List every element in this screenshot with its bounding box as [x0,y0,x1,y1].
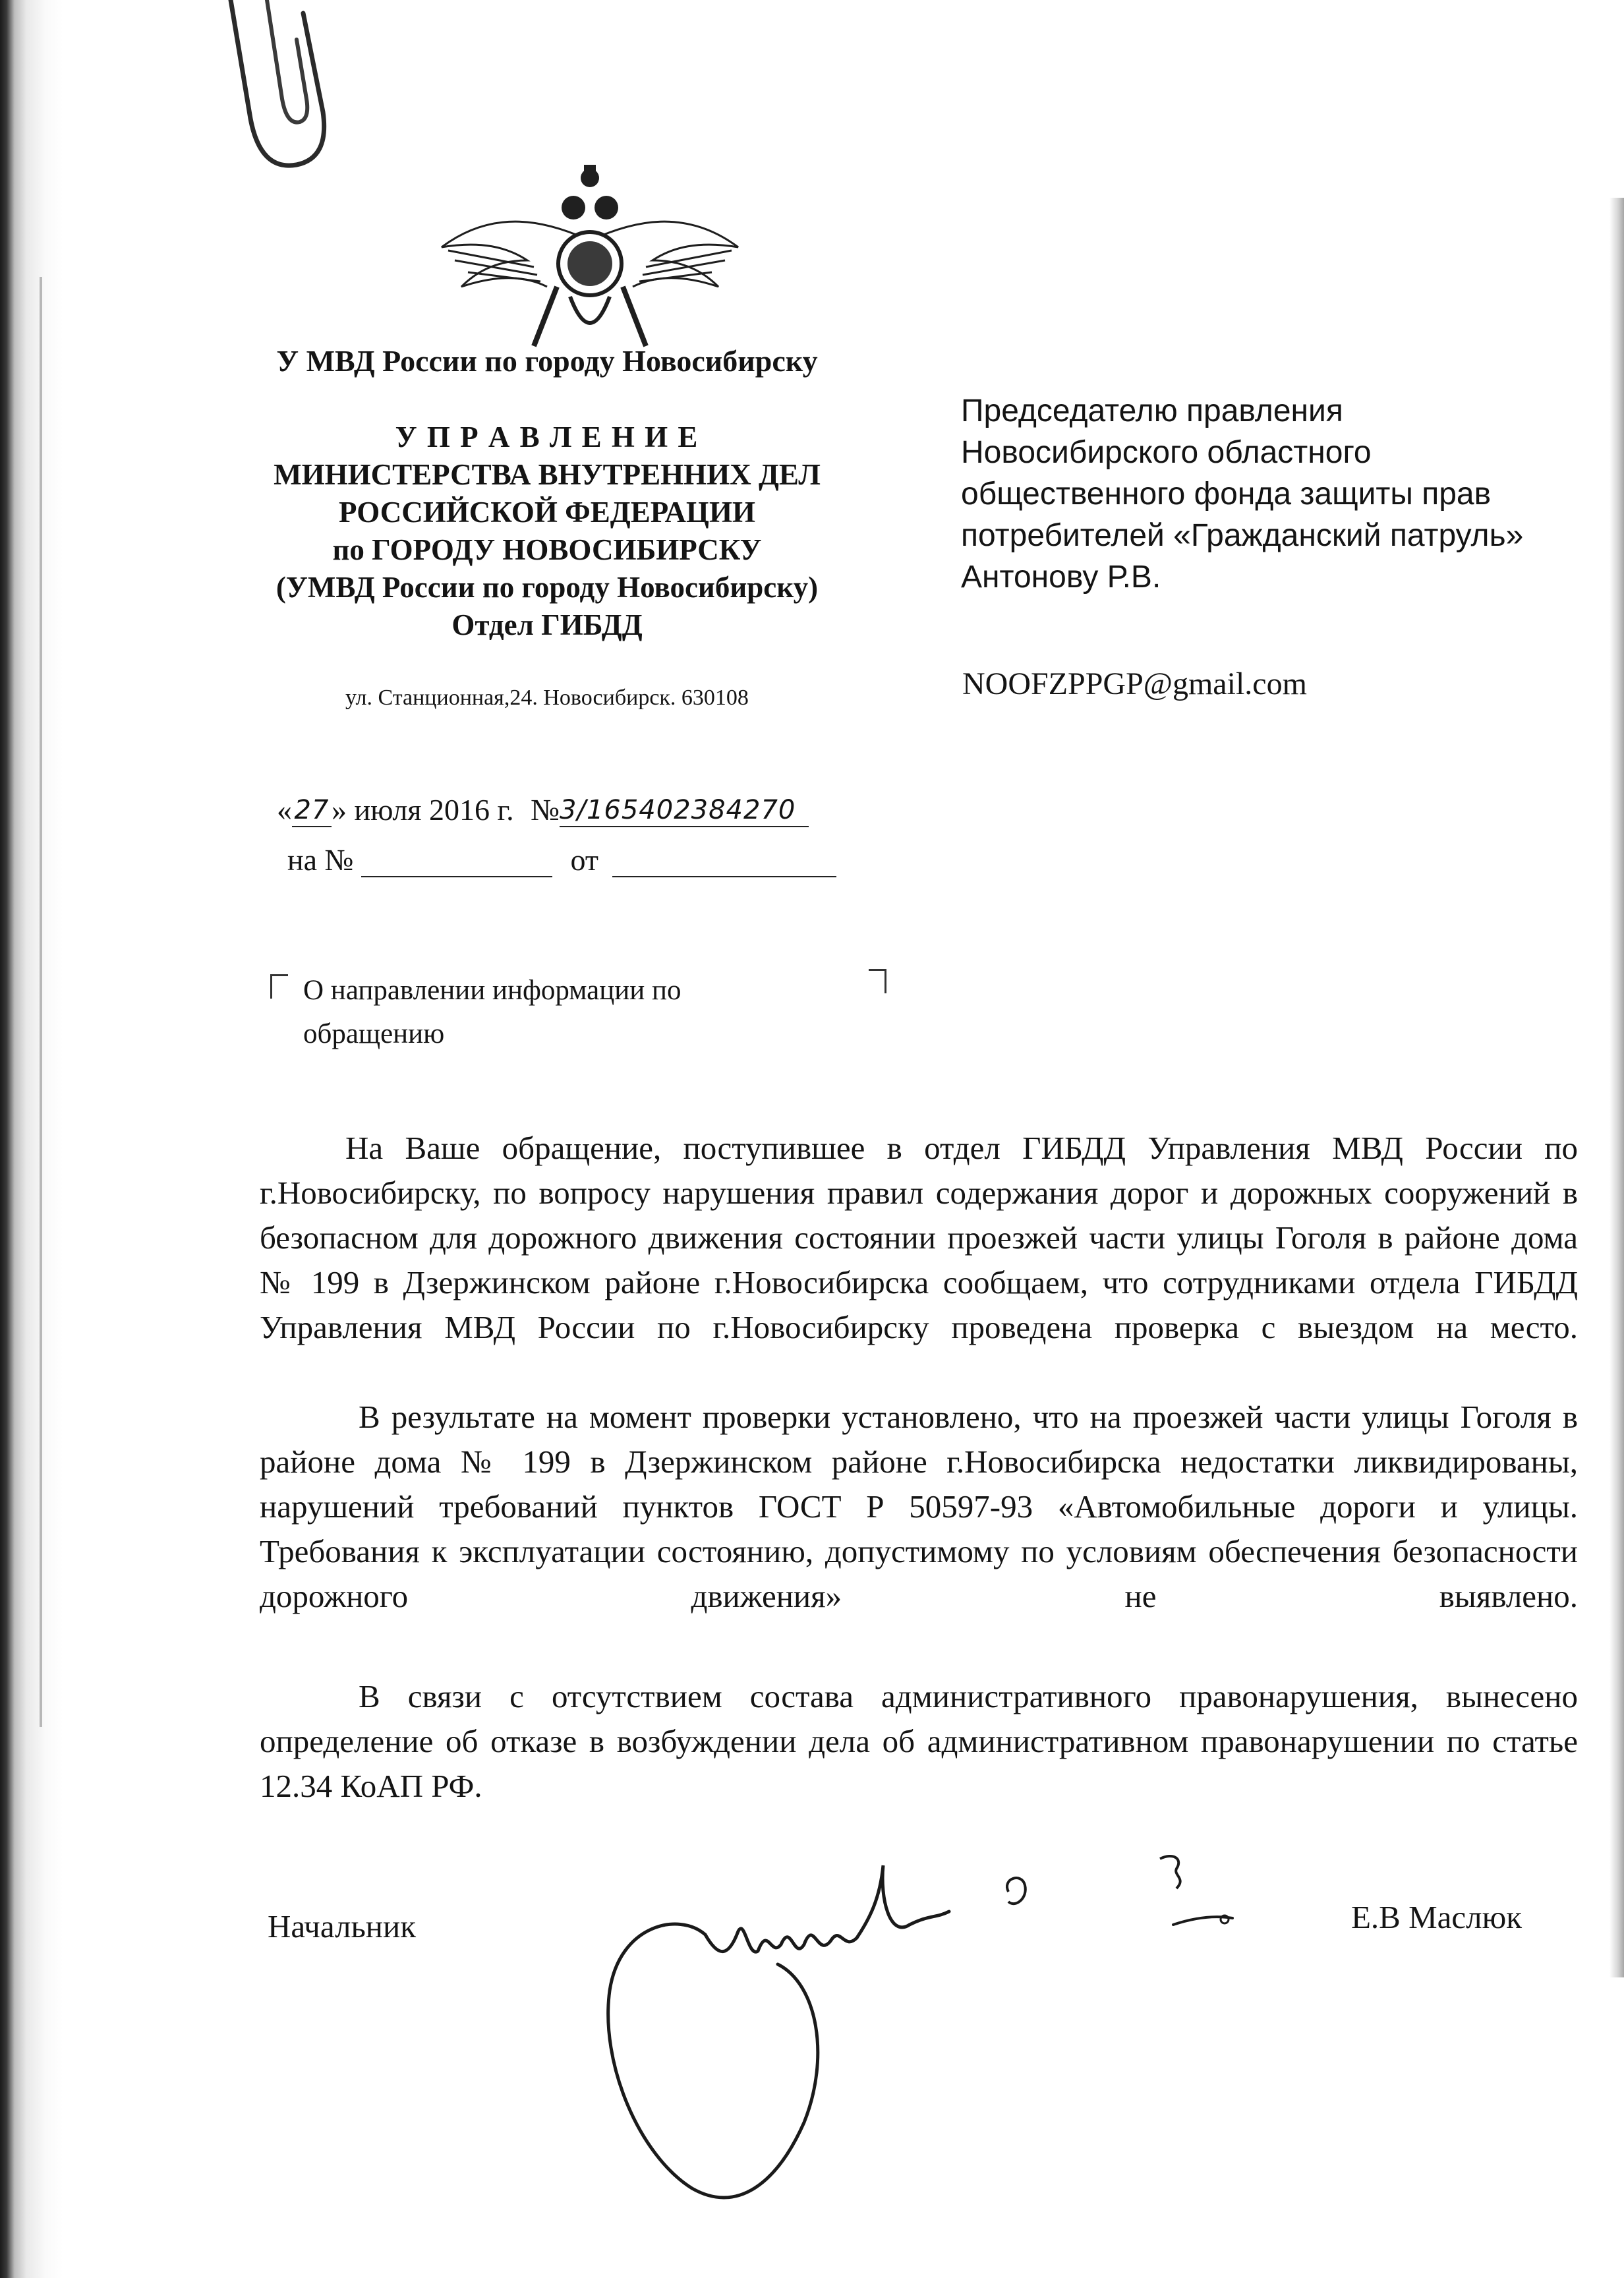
department-address: ул. Станционная,24. Новосибирск. 630108 [345,686,749,710]
date-day: 27 [294,795,330,825]
ref-number-label: на № [287,843,354,877]
signatory-name: Е.В Маслюк [1351,1899,1522,1935]
recipient-line: Новосибирского областного [961,435,1372,470]
signatory-title: Начальник [268,1908,417,1944]
dept-line-4: по ГОРОДУ НОВОСИБИРСКУ [332,533,762,566]
reference-line [287,842,836,877]
outgoing-number: 3/165402384270 [560,795,796,825]
recipient-line: общественного фонда защиты прав [961,477,1492,511]
dept-line-6: Отдел ГИБДД [451,608,643,641]
date-open-quote: « [277,793,292,827]
recipient-line: потребителей «Гражданский патруль» [961,518,1524,553]
date-month-year: » июля 2016 г. [332,793,514,827]
dept-line-5: (УМВД России по городу Новосибирску) [276,571,819,604]
ref-date-blank [612,847,836,877]
recipient-block [961,390,1523,598]
recipient-email: NOOFZPPGP@gmail.com [962,666,1307,701]
body-paragraph-3: В связи с отсутствием состава административного правонарушения, вынесено определение об отказе в возбуждении дела об административном правонарушении по статье 12.34 КоАП РФ. [260,1678,1578,1804]
body-paragraph-2: В результате на момент проверки установлено, что на проезжей части улицы Гоголя в районе дома № 199 в Дзержинском районе г.Новосибирска недостатки ликвидированы, нарушений требований пунктов ГОСТ Р 50597-93 «Автомобильные дороги и улицы. Требования к эксплуатации состоянию, допустимому по условиям обеспечения безопасности дорожного движения» не выявлено. [260,1399,1578,1614]
handwritten-signature [580,1846,1305,2215]
subject-bracket-left [270,974,288,999]
scan-shadow-line [40,277,42,1727]
ministry-short-name: У МВД России по городу Новосибирску [276,344,818,378]
outgoing-date-line [277,791,809,827]
recipient-line: Председателю правления [961,394,1343,428]
recipient-line: Антонову Р.В. [961,560,1161,595]
letter-subject: О направлении информации по обращению [303,975,682,1049]
dept-line-3: РОССИЙСКОЙ ФЕДЕРАЦИИ [339,496,755,529]
number-label: № [531,793,560,827]
dept-line-1: У П Р А В Л Е Н И Е [395,421,699,453]
ref-number-blank [361,847,552,877]
body-paragraph-1: На Ваше обращение, поступившее в отдел ГИБДД Управления МВД России по г.Новосибирску, по вопросу нарушения правил содержания дорог и дорожных сооружений в безопасном для дорожного движения состоянии проезжей части улицы Гоголя в районе дома № 199 в Дзержинском районе г.Новосибирска сообщаем, что сотрудниками отдела ГИБДД Управления МВД России по г.Новосибирску проведена проверка с выездом на место. [260,1130,1578,1345]
dept-line-2: МИНИСТЕРСТВА ВНУТРЕННИХ ДЕЛ [274,458,821,491]
scan-right-edge [1610,198,1624,1977]
mvd-eagle-emblem [435,161,745,353]
paper-clip-icon [204,0,362,198]
ref-date-label: от [570,843,598,877]
subject-bracket-right [869,969,886,993]
scan-left-edge [0,0,63,2278]
